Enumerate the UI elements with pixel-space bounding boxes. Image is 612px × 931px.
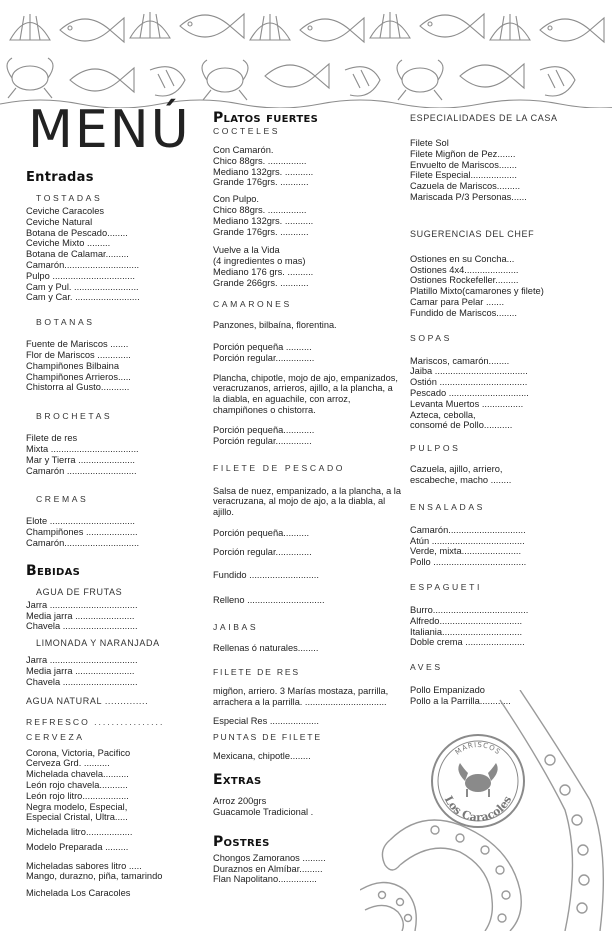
list-item: Doble crema ....................... <box>410 637 525 648</box>
list-item: Grande 176grs. ........... <box>213 177 309 188</box>
subheading-filete-res: FILETE DE RES <box>213 667 300 678</box>
section-heading-postres: Postres <box>213 833 270 850</box>
list-item: Duraznos en Almíbar......... <box>213 863 323 874</box>
subheading-puntas-filete: PUNTAS DE FILETE <box>213 732 322 743</box>
list-brochetas <box>26 433 201 476</box>
list-item: Camarón.............................. <box>410 524 526 535</box>
list-limonada <box>26 655 201 687</box>
subheading-cerveza: CERVEZA <box>26 731 85 742</box>
shell-icon <box>490 14 530 40</box>
subheading-cocteles: COCTELES <box>213 126 281 136</box>
list-vuelve-a-la-vida <box>213 245 401 288</box>
filete-pescado-description: Salsa de nuez, empanizado, a la plancha, a la veracruzana, al mojo de ajo, a la diabla, al ajillo. <box>213 485 401 517</box>
crab-icon <box>397 60 443 100</box>
list-item: Porción regular............... <box>213 352 315 363</box>
list-item: Levanta Muertos ................ <box>410 398 524 409</box>
list-michelada-caracoles <box>26 888 201 899</box>
list-especialidades <box>410 138 600 203</box>
seal-crab-icon <box>458 763 497 797</box>
list-item: Champiñones .................... <box>26 527 138 538</box>
list-item: Con Pulpo. <box>213 194 259 205</box>
list-tostadas <box>26 206 201 303</box>
list-item: Ceviche Caracoles <box>26 206 105 216</box>
section-heading-platos-fuertes: Platos fuertes <box>213 110 319 126</box>
crab-icon <box>7 58 53 98</box>
list-item: Ceviche Mixto ......... <box>26 238 111 249</box>
list-pulpos <box>410 464 600 486</box>
list-item: Rellenas ó naturales........ <box>213 642 319 653</box>
list-item: Media jarra ....................... <box>26 665 135 676</box>
list-camarones-1 <box>213 342 401 364</box>
shell-icon <box>130 12 170 38</box>
list-item: Ostión .................................. <box>410 377 528 388</box>
list-item: Filete Sol <box>410 138 449 148</box>
list-item: Jaiba .................................... <box>410 366 528 377</box>
fish-icon <box>300 18 364 42</box>
section-heading-bebidas: Bebidas <box>26 562 81 579</box>
subheading-limonada: LIMONADA Y NARANJADA <box>36 638 160 649</box>
list-item: Pescado ............................... <box>410 387 529 398</box>
list-item: Chavela ............................. <box>26 621 138 632</box>
list-item: Ceviche Natural <box>26 216 93 227</box>
shrimp-icon <box>345 67 380 96</box>
list-item: Azteca, cebolla, <box>410 409 476 420</box>
list-item: Chico 88grs. ............... <box>213 155 307 166</box>
list-botanas <box>26 339 201 393</box>
list-item: Elote ................................. <box>26 516 136 527</box>
subheading-tostadas: TOSTADAS <box>36 193 103 203</box>
list-cocteles-pulpo <box>213 194 401 237</box>
subheading-sopas: SOPAS <box>410 332 452 343</box>
list-item: Chistorra al Gusto........... <box>26 382 130 393</box>
list-item: consomé de Pollo........... <box>410 420 513 431</box>
subheading-pulpos: PULPOS <box>410 443 461 454</box>
shell-icon <box>250 14 290 40</box>
list-item: Platillo Mixto(camarones y filete) <box>410 286 544 297</box>
list-item: Filete de res <box>26 433 78 444</box>
item-agua-natural: AGUA NATURAL .............. <box>26 695 149 706</box>
fish-icon <box>420 14 484 38</box>
list-item: Pulpo ................................ <box>26 270 136 281</box>
list-item: Ostiones Rockefeller......... <box>410 275 519 286</box>
list-item: Italiania............................... <box>410 626 523 637</box>
list-item: Envuelto de Mariscos....... <box>410 159 517 170</box>
list-item: Porción regular.............. <box>213 435 312 446</box>
list-item: Fundido de Mariscos........ <box>410 307 517 318</box>
list-item: Michelada litro.................. <box>26 827 133 838</box>
fish-icon <box>60 18 124 42</box>
list-cocteles-camaron <box>213 145 401 188</box>
section-heading-extras: Extras <box>213 772 262 789</box>
list-item: Mar y Tierra ...................... <box>26 454 135 465</box>
list-cerveza <box>26 748 201 853</box>
subheading-jaibas: JAIBAS <box>213 621 259 632</box>
list-item: Chavela ............................. <box>26 676 138 687</box>
list-item: Filete Especial.................. <box>410 170 517 181</box>
list-item: Cam y Pul. ......................... <box>26 281 139 292</box>
list-item: Pollo a la Parrilla............ <box>410 695 511 706</box>
menu-column-right <box>410 113 600 707</box>
list-item: Cerveza Grd. .......... <box>26 758 110 769</box>
list-item: Mexicana, chipotle........ <box>213 751 311 762</box>
list-item: Camar para Pelar ....... <box>410 296 505 307</box>
list-item: Ostiones 4x4..................... <box>410 264 519 275</box>
list-item: Cam y Car. ......................... <box>26 292 140 303</box>
los-caracoles-seal-logo <box>430 733 526 829</box>
shell-icon <box>10 14 50 40</box>
subheading-espagueti: ESPAGUETI <box>410 581 482 592</box>
list-item: Botana de Calamar......... <box>26 249 129 260</box>
shell-icon <box>370 12 410 38</box>
list-item: Chongos Zamoranos ......... <box>213 852 326 863</box>
shrimp-icon <box>150 67 185 96</box>
filete-res-description: migñon, arriero. 3 Marías mostaza, parrilla, arrachera a la parrilla. ................................ <box>213 686 389 708</box>
section-heading-entradas: Entradas <box>26 170 94 185</box>
list-item: León rojo litro.................. <box>26 790 129 801</box>
list-item: Champiñones Arrieros..... <box>26 371 131 382</box>
item-refresco: REFRESCO ................ <box>26 716 165 727</box>
list-item: Especial Cristal, Ultra..... <box>26 812 128 823</box>
list-item: Grande 266grs. ........... <box>213 277 309 288</box>
list-sugerencias <box>410 254 600 319</box>
list-item: Mariscos, camarón........ <box>410 355 510 366</box>
subheading-sugerencias: SUGERENCIAS DEL CHEF <box>410 228 535 239</box>
crab-icon <box>202 60 248 100</box>
list-item: Porción pequeña .......... <box>213 342 312 353</box>
list-item: Fuente de Mariscos ....... <box>26 339 129 350</box>
list-jaibas <box>213 643 401 654</box>
list-item: Flor de Mariscos ............. <box>26 349 131 360</box>
list-item: Verde, mixta....................... <box>410 546 522 557</box>
list-item: Chico 88grs. ............... <box>213 204 307 215</box>
list-item: Mediano 176 grs. .......... <box>213 266 314 277</box>
list-item: Champiñones Bilbaina <box>26 360 120 371</box>
list-item: Cazuela de Mariscos......... <box>410 181 521 192</box>
list-item: Michelada Los Caracoles <box>26 888 131 899</box>
list-item: Michelada chavela.......... <box>26 769 129 780</box>
list-item: Alfredo................................ <box>410 615 523 626</box>
list-agua-frutas <box>26 600 201 632</box>
subheading-cremas: CREMAS <box>36 494 89 505</box>
subheading-filete-pescado: FILETE DE PESCADO <box>213 462 346 473</box>
list-item: Porción pequeña............ <box>213 425 315 436</box>
subheading-ensaladas: ENSALADAS <box>410 501 485 512</box>
list-item: Media jarra ....................... <box>26 610 135 621</box>
camarones-description-2: Plancha, chipotle, mojo de ajo, empanizados, veracruzanos, arrieros, ajillo, a la plancha, a la diabla, en aguachile, con arroz, champiñones o chistorra. <box>213 372 398 415</box>
list-item: Camarón............................. <box>26 537 140 548</box>
list-item: Filete Migñon de Pez....... <box>410 148 516 159</box>
list-item: Mariscada P/3 Personas...... <box>410 191 527 202</box>
list-item: Especial Res ................... <box>213 715 319 726</box>
list-item: Guacamole Tradicional . <box>213 807 314 818</box>
list-item: Atún .................................... <box>410 535 525 546</box>
list-ensaladas <box>410 525 600 568</box>
list-filete-pescado <box>213 528 401 606</box>
list-item: Vuelve a la Vida <box>213 245 280 256</box>
list-item: Camarón ........................... <box>26 465 137 476</box>
subheading-especialidades: ESPECIALIDADES DE LA CASA <box>410 113 558 123</box>
list-espagueti <box>410 605 600 648</box>
seafood-pattern-banner <box>0 0 612 108</box>
list-cremas <box>26 516 201 548</box>
subheading-brochetas: BROCHETAS <box>36 411 113 422</box>
list-item: Jarra .................................. <box>26 599 138 610</box>
list-item: Cazuela, ajillo, arriero, <box>410 464 503 475</box>
list-item: Negra modelo, Especial, <box>26 801 128 812</box>
list-item: Micheladas sabores litro ..... <box>26 860 142 871</box>
list-item: Camarón............................. <box>26 259 140 270</box>
list-item: Porción regular.............. <box>213 547 312 558</box>
list-item: Jarra .................................. <box>26 655 138 666</box>
subheading-aves: AVES <box>410 662 443 673</box>
list-item: Burro..................................... <box>410 604 529 615</box>
camarones-description-1: Panzones, bilbaína, florentina. <box>213 319 337 330</box>
list-item: Flan Napolitano............... <box>213 874 317 885</box>
list-item: Fundido ........................... <box>213 570 319 581</box>
list-item: Con Camarón. <box>213 145 274 155</box>
list-sopas <box>410 356 600 432</box>
fish-icon <box>460 64 524 88</box>
list-item: Botana de Pescado........ <box>26 227 128 238</box>
seal-name-text: Los Caracoles <box>441 793 515 825</box>
list-item: Grande 176grs. ........... <box>213 226 309 237</box>
fish-icon <box>180 14 244 38</box>
svg-text:MARISCOS <box>454 741 502 757</box>
page-title: MENÚ <box>28 100 191 160</box>
list-item: Mango, durazno, piña, tamarindo <box>26 871 163 882</box>
list-item: Pollo Empanizado <box>410 685 485 696</box>
list-item: Pollo .................................... <box>410 557 527 568</box>
shrimp-icon <box>540 67 575 96</box>
list-item: Ostiones en su Concha... <box>410 253 515 264</box>
seal-top-text: MARISCOS <box>453 740 503 757</box>
list-item: (4 ingredientes o mas) <box>213 256 306 267</box>
list-item: Arroz 200grs <box>213 796 267 807</box>
list-item: León rojo chavela........... <box>26 779 128 790</box>
list-item: Mediano 132grs. ........... <box>213 215 314 226</box>
fish-icon <box>70 68 134 92</box>
list-item: escabeche, macho ........ <box>410 474 512 485</box>
menu-column-left <box>26 170 201 899</box>
fish-icon <box>265 64 329 88</box>
subheading-botanas: BOTANAS <box>36 317 95 328</box>
list-item: Mixta .................................. <box>26 443 139 454</box>
subheading-camarones: CAMARONES <box>213 298 292 309</box>
list-camarones-2 <box>213 425 401 447</box>
list-micheladas <box>26 861 201 883</box>
list-item: Porción pequeña.......... <box>213 527 310 538</box>
list-item: Corona, Victoria, Pacifico <box>26 747 131 758</box>
list-item: Relleno .............................. <box>213 594 325 605</box>
list-item: Mediano 132grs. ........... <box>213 166 314 177</box>
subheading-agua-frutas: AGUA DE FRUTAS <box>36 586 123 597</box>
list-item: Modelo Preparada ......... <box>26 841 129 852</box>
fish-icon <box>540 18 604 42</box>
